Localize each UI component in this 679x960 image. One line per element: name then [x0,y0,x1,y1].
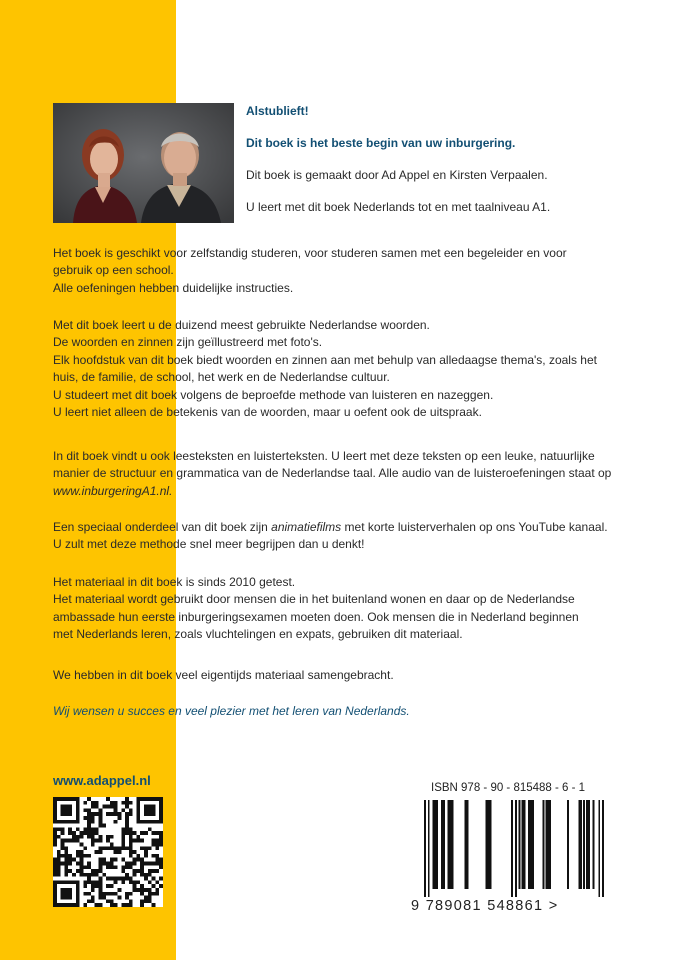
barcode-icon [424,800,604,897]
text-fragment: met korte luisterverhalen op ons YouTube kanaal. [341,520,608,534]
text-line: Het materiaal in dit boek is sinds 2010 getest. [53,575,296,589]
italic-term: animatiefilms [271,520,342,534]
authors-line: Dit boek is gemaakt door Ad Appel en Kirsten Verpaalen. [246,168,548,182]
text-line [53,519,643,536]
text-line: gebruik op een school. [53,263,174,278]
paragraph-tested [53,574,643,644]
text-line: In dit boek vindt u ook leesteksten en luisterteksten. U leert met deze teksten op een leuke, natuurlijke [53,449,595,463]
text-line: Met dit boek leert u de duizend meest gebruikte Nederlandse woorden. [53,318,430,332]
closing-wish [53,703,643,720]
text-line: huis, de familie, de school, het werk en de Nederlandse cultuur. [53,370,390,385]
text-line: Wij wensen u succes en veel plezier met het leren van Nederlands. [53,704,410,718]
text-line: Het materiaal wordt gebruikt door mensen die in het buitenland wonen en daar op de Nederlandse [53,592,575,607]
isbn-label: ISBN 978 - 90 - 815488 - 6 - 1 [431,782,586,794]
barcode-digits: 9 789081 548861 > [411,898,559,914]
text-line: Het boek is geschikt voor zelfstandig studeren, voor studeren samen met een begeleider en voor [53,246,567,260]
qr-code-icon [53,797,163,907]
text-line: We hebben in dit boek veel eigentijds materiaal samengebracht. [53,668,394,682]
text-line: De woorden en zinnen zijn geïllustreerd met foto's. [53,335,323,350]
text-line: Elk hoofdstuk van dit boek biedt woorden en zinnen aan met behulp van alledaagse thema's, zoals het [53,352,597,367]
paragraph-material [53,667,643,684]
greeting: Alstublieft! [246,104,309,118]
text-line: U studeert met dit boek volgens de beproefde methode van luisteren en nazeggen. [53,387,494,402]
text-line: U zult met deze methode snel meer begrijpen dan u denkt! [53,537,365,552]
text-line: manier de structuur en grammatica van de Nederlandse taal. Alle audio van de luisteroefeningen staat op [53,466,612,481]
text-line: met Nederlands leren, zoals vluchtelingen en expats, gebruiken dit materiaal. [53,627,463,642]
paragraph-texts [53,448,643,500]
author-photo [53,103,234,223]
website-link-adappel[interactable]: www.adappel.nl [53,773,151,788]
paragraph-usage [53,245,643,297]
intro-block [246,104,646,215]
text-fragment: Een speciaal onderdeel van dit boek zijn [53,520,272,534]
level-line: U leert met dit boek Nederlands tot en met taalniveau A1. [246,200,551,214]
text-line: Alle oefeningen hebben duidelijke instructies. [53,280,294,295]
website-link-inburgering[interactable]: www.inburgeringA1.nl. [53,483,173,498]
tagline: Dit boek is het beste begin van uw inburgering. [246,136,516,150]
text-line: ambassade hun eerste inburgeringsexamen moeten doen. Ook mensen die in Nederland beginnen [53,609,579,624]
paragraph-animations [53,519,643,554]
text-line: U leert niet alleen de betekenis van de woorden, maar u oefent ook de uitspraak. [53,405,482,420]
paragraph-method [53,317,643,421]
